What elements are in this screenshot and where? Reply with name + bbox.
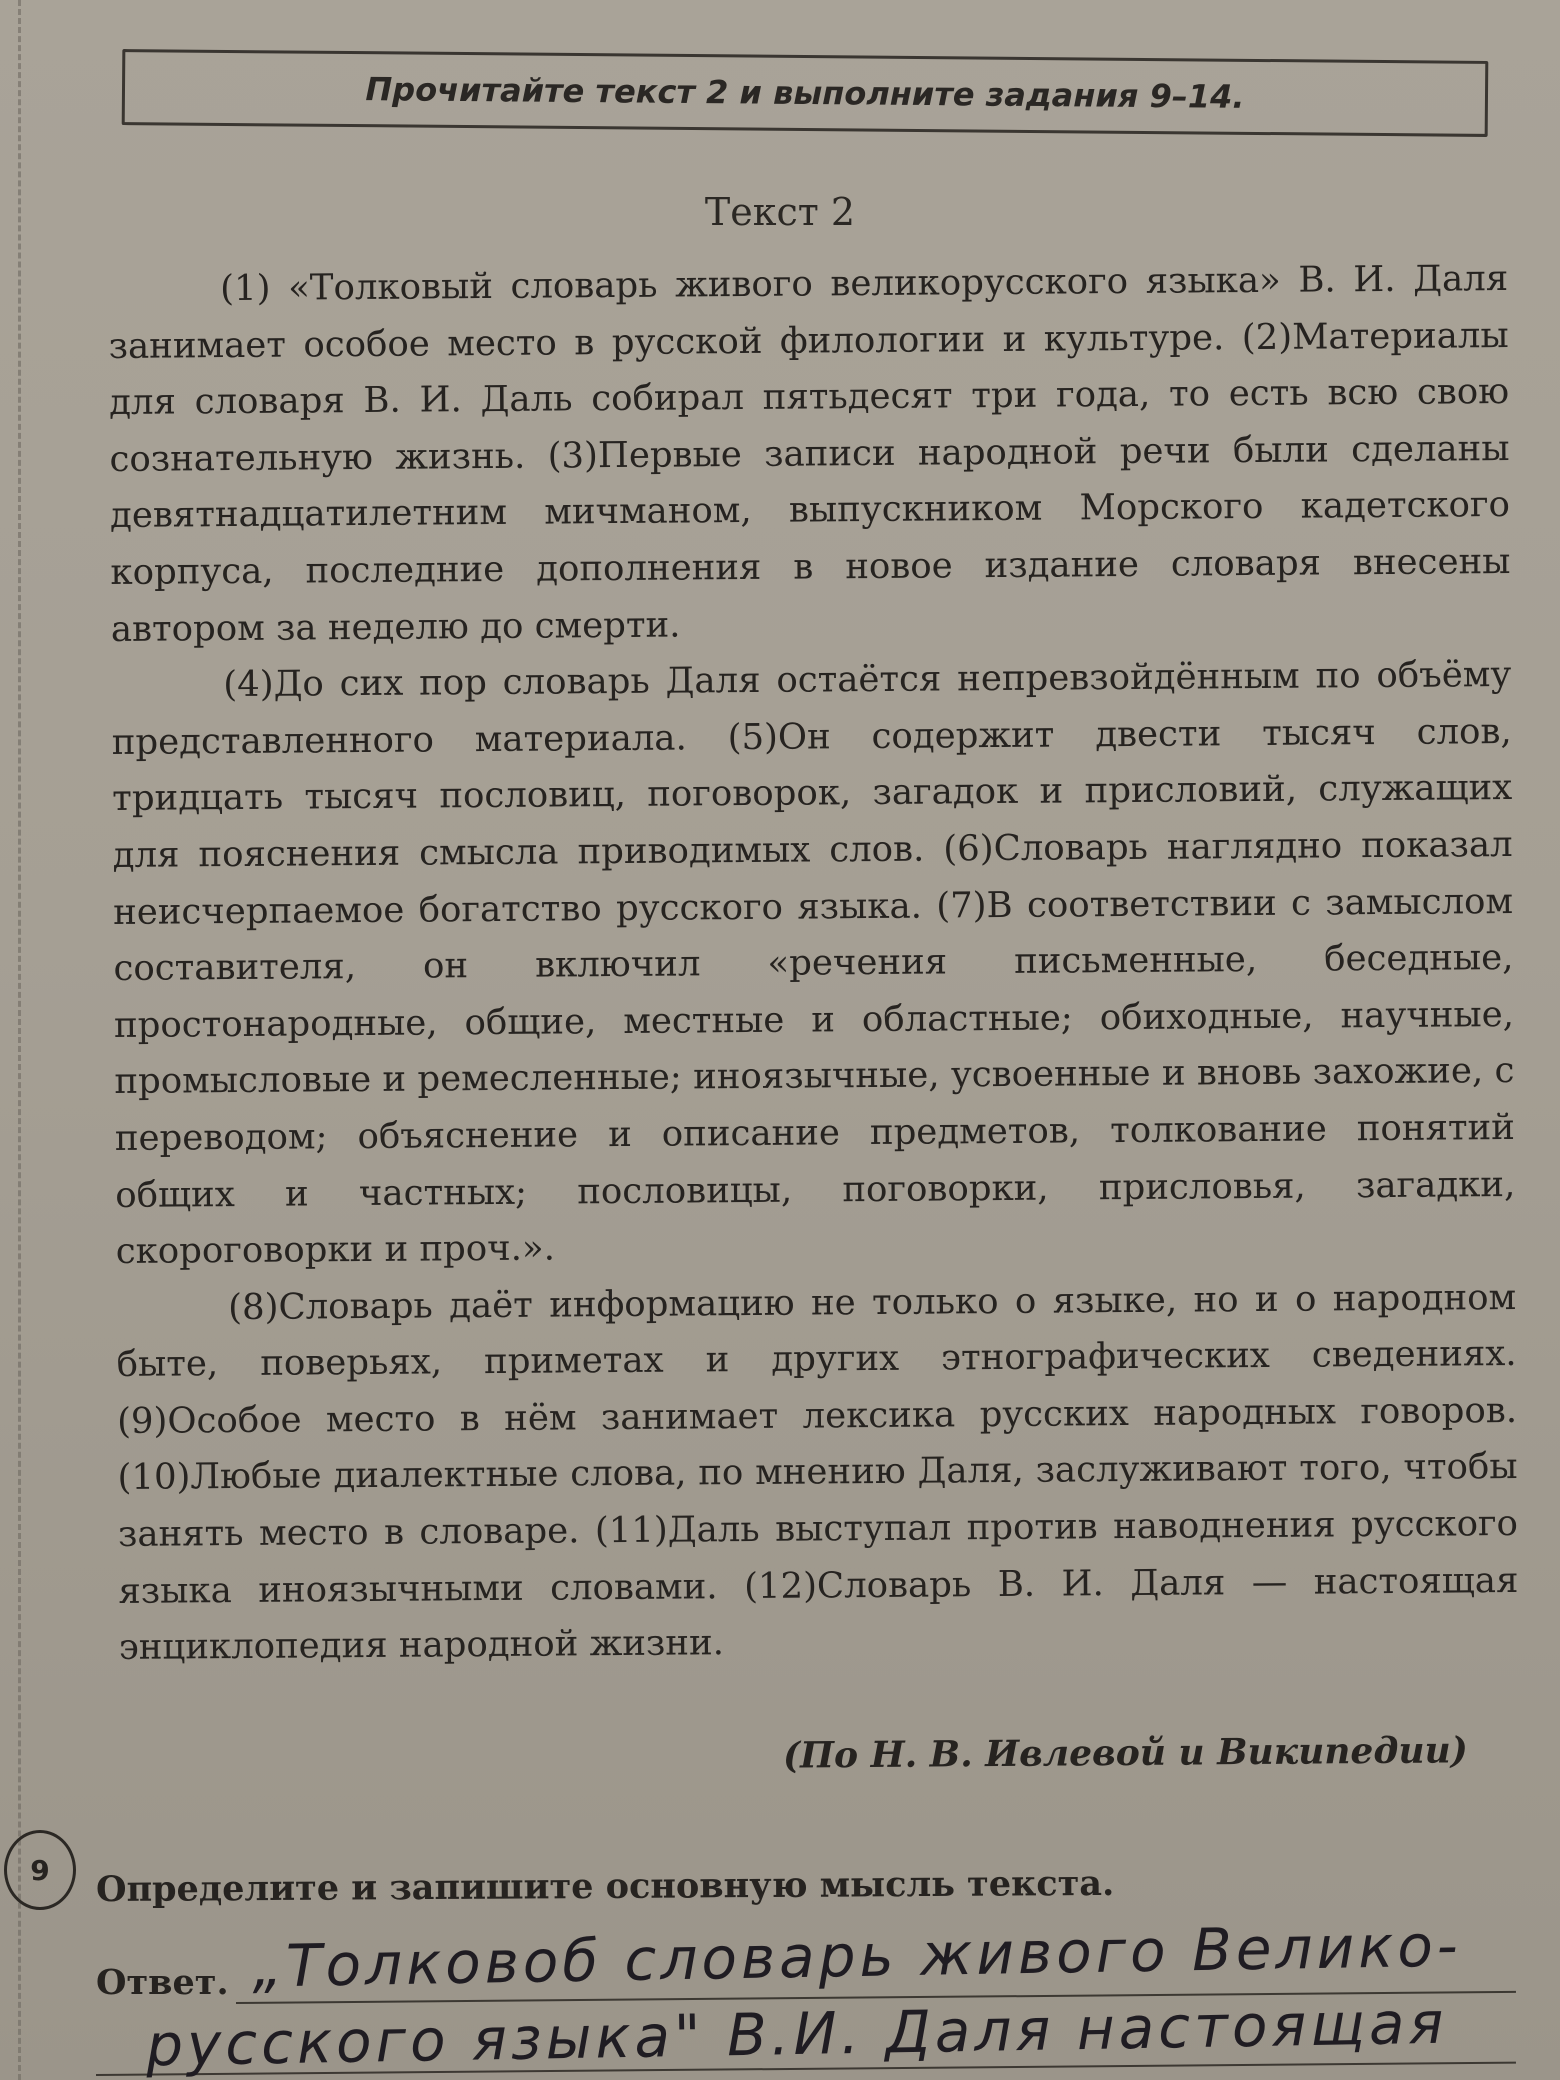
handwritten-answer-line-2: русского языка" В.И. Даля настоящая	[145, 1988, 1448, 2080]
text-body	[108, 251, 1519, 1677]
margin-line	[18, 0, 27, 2080]
paragraph-3: (8)Словарь даёт информацию не только о языке, но и о народном быте, поверьях, приметах и других этнографических сведениях. (9)Особое место в нём занимает лексика русских народных говоров. (10)Любые диалектные слова, по мнению Даля, заслуживают того, чтобы занять место в словаре. (11)Даль выступал против наводнения русского языка иноязычными словами. (12)Словарь В. И. Даля — настоящая энциклопедия народной жизни.	[116, 1276, 1519, 1669]
text-title: Текст 2	[704, 190, 856, 234]
handwritten-answer-line-1: „Толковоб словарь живого Велико-	[251, 1911, 1463, 2001]
paragraph-2: (4)До сих пор словарь Даля остаётся непревзойдённым по объёму представленного материала. (5)Он содержит двести тысяч слов, тридцать тысяч пословиц, поговорок, загадок и присловий, служащих для пояснения смысла приводимых слов. (6)Словарь наглядно показал неисчерпаемое богатство русского языка. (7)В соответствии с замыслом составителя, он включил «речения письменные, беседные, простонародные, общие, местные и областные; обиходные, научные, промысловые и ремесленные; иноязычные, усвоенные и вновь захожие, с переводом; объяснение и описание предметов, толкование понятий общих и частных; пословицы, поговорки, присловья, загадки, скороговорки и проч.».	[111, 654, 1516, 1273]
answer-label: Ответ.	[96, 1962, 229, 2003]
instruction-box	[122, 49, 1489, 137]
paragraph-1: (1) «Толковый словарь живого великорусского языка» В. И. Даля занимает особое место в русской филологии и культуре. (2)Материалы для словаря В. И. Даль собирал пятьдесят три года, то есть всю свою сознательную жизнь. (3)Первые записи народной речи были сделаны девятнадцатилетним мичманом, выпускником Морского кадетского корпуса, последние дополнения в новое издание словаря внесены автором за неделю до смерти.	[108, 258, 1511, 650]
instruction-text: Прочитайте текст 2 и выполните задания 9–14.	[365, 70, 1245, 116]
task-question: Определите и запишите основную мысль текста.	[95, 1862, 1115, 1911]
source-attribution: (По Н. В. Ивлевой и Википедии)	[783, 1729, 1469, 1777]
task-number-badge: 9	[4, 1830, 76, 1910]
